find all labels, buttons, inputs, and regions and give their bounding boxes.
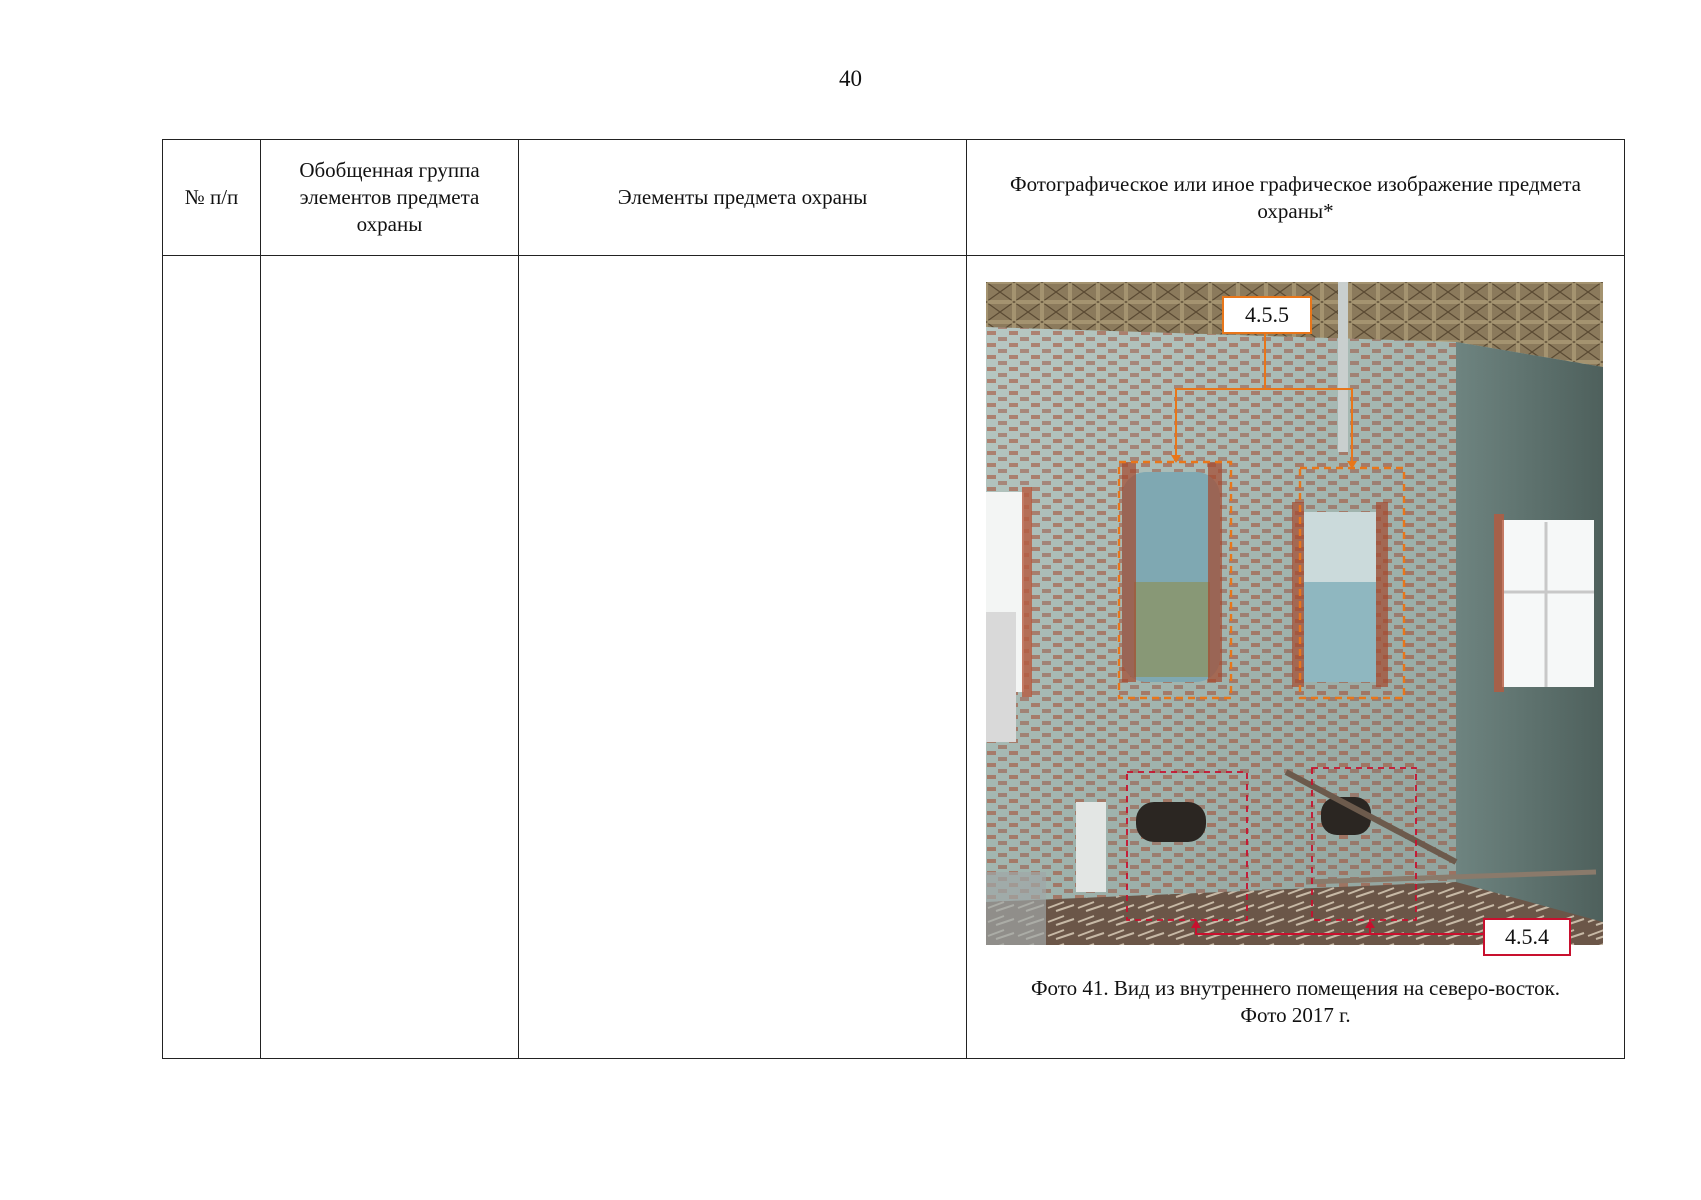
page-number: 40 (839, 66, 862, 91)
header-image: Фотографическое или иное графическое изображение предмета охраны* (967, 140, 1625, 256)
cell-elements (519, 256, 967, 1059)
header-elements: Элементы предмета охраны (519, 140, 967, 256)
cell-group (261, 256, 519, 1059)
table-header-row (163, 140, 1625, 256)
photo-caption (967, 975, 1624, 1029)
cell-number (163, 256, 261, 1059)
callout-label-lower: 4.5.4 (1483, 918, 1571, 956)
header-group: Обобщенная группа элементов предмета охраны (261, 140, 519, 256)
table-row (163, 256, 1625, 1059)
photo-caption-line2: Фото 2017 г. (1240, 1003, 1351, 1027)
photo-caption-line1: Фото 41. Вид из внутреннего помещения на северо-восток. (1030, 976, 1561, 1000)
callout-label-upper: 4.5.5 (1222, 296, 1312, 334)
header-number: № п/п (163, 140, 261, 256)
interior-photo (986, 282, 1603, 949)
protection-table (162, 139, 1625, 1059)
interior-photo-image (986, 282, 1603, 945)
cell-photo (967, 256, 1625, 1059)
